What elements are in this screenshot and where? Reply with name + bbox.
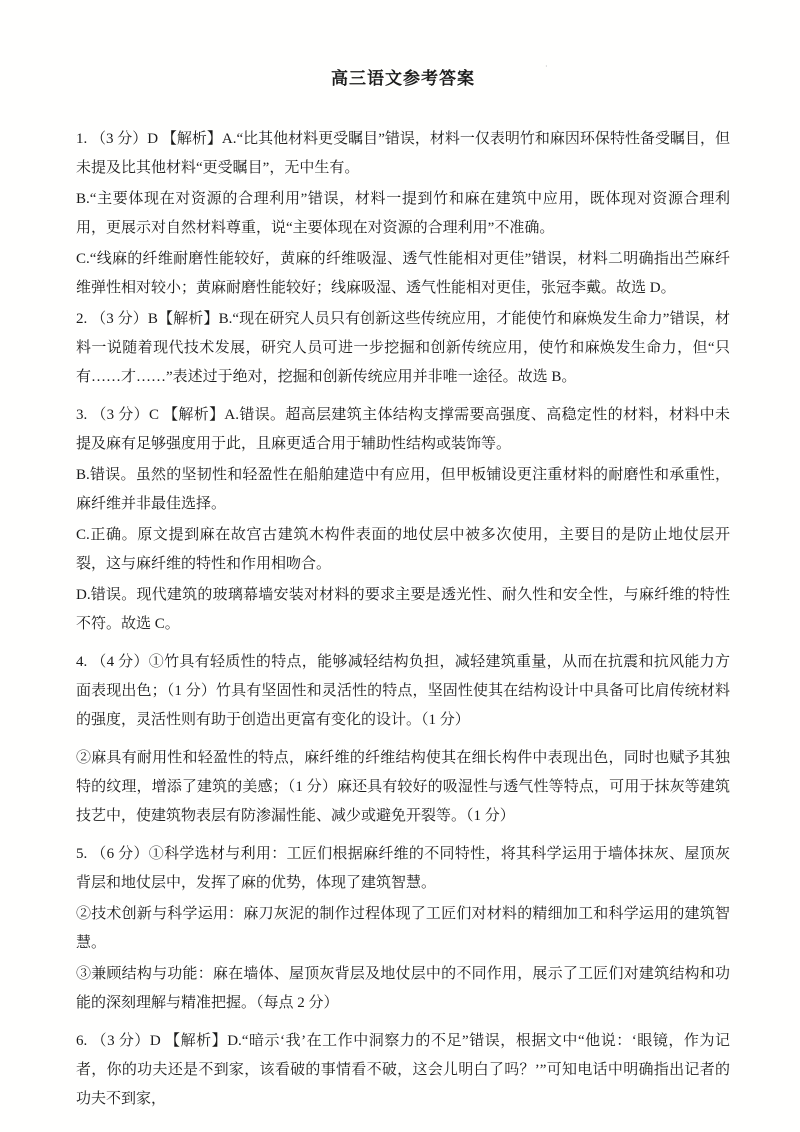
answer-paragraph-q6: 6. （3 分）D 【解析】D.“暗示‘我’在工作中洞察力的不足”错误，根据文中“他说：‘眼镜，作为记者，你的功夫还是不到家，该看破的事情看不破，这会儿明白了吗？’”可知电话中明确指出记者的功夫不到家， <box>76 1033 730 1107</box>
answer-paragraph-q1-c: C.“线麻的纤维耐磨性能较好，黄麻的纤维吸湿、透气性能相对更佳”错误，材料二明确指出苎麻纤维弹性相对较小；黄麻耐磨性能较好；线麻吸湿、透气性能相对更佳，张冠李戴。故选 D。 <box>76 251 730 296</box>
page-title: 高三语文参考答案 <box>331 69 475 88</box>
answer-paragraph-q1-a: 1. （3 分）D 【解析】A.“比其他材料更受瞩目”错误，材料一仅表明竹和麻因环保特性备受瞩目，但未提及比其他材料“更受瞩目”，无中生有。 <box>76 131 730 176</box>
answer-paragraph-q3-b: B.错误。虽然的坚韧性和轻盈性在船舶建造中有应用，但甲板铺设更注重材料的耐磨性和承重性，麻纤维并非最佳选择。 <box>76 467 730 512</box>
answer-paragraph-q2: 2. （3 分）B【解析】B.“现在研究人员只有创新这些传统应用，才能使竹和麻焕发生命力”错误，材料一说随着现代技术发展，研究人员可进一步挖掘和创新传统应用，使竹和麻焕发生命力，但“只有……才……”表述过于绝对，挖掘和创新传统应用并非唯一途径。故选 B。 <box>76 311 730 385</box>
answer-paragraph-q3-c: C.正确。原文提到麻在故宫古建筑木构件表面的地仗层中被多次使用，主要目的是防止地仗层开裂，这与麻纤维的特性和作用相吻合。 <box>76 527 730 572</box>
answer-paragraph-q5-1: 5. （6 分）①科学选材与利用：工匠们根据麻纤维的不同特性，将其科学运用于墙体抹灰、屋顶灰背层和地仗层中，发挥了麻的优势，体现了建筑智慧。 <box>76 846 730 891</box>
answer-paragraph-q5-2: ②技术创新与科学运用：麻刀灰泥的制作过程体现了工匠们对材料的精细加工和科学运用的建筑智慧。 <box>76 906 730 951</box>
answer-paragraph-q1-b: B.“主要体现在对资源的合理利用”错误，材料一提到竹和麻在建筑中应用，既体现对资源合理利用，更展示对自然材料尊重，说“主要体现在对资源的合理利用”不准确。 <box>76 191 730 236</box>
answer-paragraph-q4-2: ②麻具有耐用性和轻盈性的特点，麻纤维的纤维结构使其在细长构件中表现出色，同时也赋予其独特的纹理，增添了建筑的美感；（1 分）麻还具有较好的吸湿性与透气性等特点，可用于抹灰等建筑技艺中，使建筑物表层有防渗漏性能、减少或避免开裂等。（1 分） <box>76 750 730 824</box>
answer-paragraph-q3-a: 3. （3 分）C 【解析】A.错误。超高层建筑主体结构支撑需要高强度、高稳定性的材料，材料中未提及麻有足够强度用于此，且麻更适合用于辅助性结构或装饰等。 <box>76 407 730 452</box>
answer-paragraph-q3-d: D.错误。现代建筑的玻璃幕墙安装对材料的要求主要是透光性、耐久性和安全性，与麻纤维的特性不符。故选 C。 <box>76 587 730 632</box>
answer-paragraph-q5-3: ③兼顾结构与功能：麻在墙体、屋顶灰背层及地仗层中的不同作用，展示了工匠们对建筑结构和功能的深刻理解与精准把握。（每点 2 分） <box>76 966 730 1011</box>
stray-mark: · <box>545 62 548 71</box>
answer-paragraph-q4-1: 4. （4 分）①竹具有轻质性的特点，能够减轻结构负担，减轻建筑重量，从而在抗震和抗风能力方面表现出色；（1 分）竹具有坚固性和灵活性的特点，坚固性使其在结构设计中具备可比肩传统材料的强度，灵活性则有助于创造出更富有变化的设计。（1 分） <box>76 654 730 728</box>
